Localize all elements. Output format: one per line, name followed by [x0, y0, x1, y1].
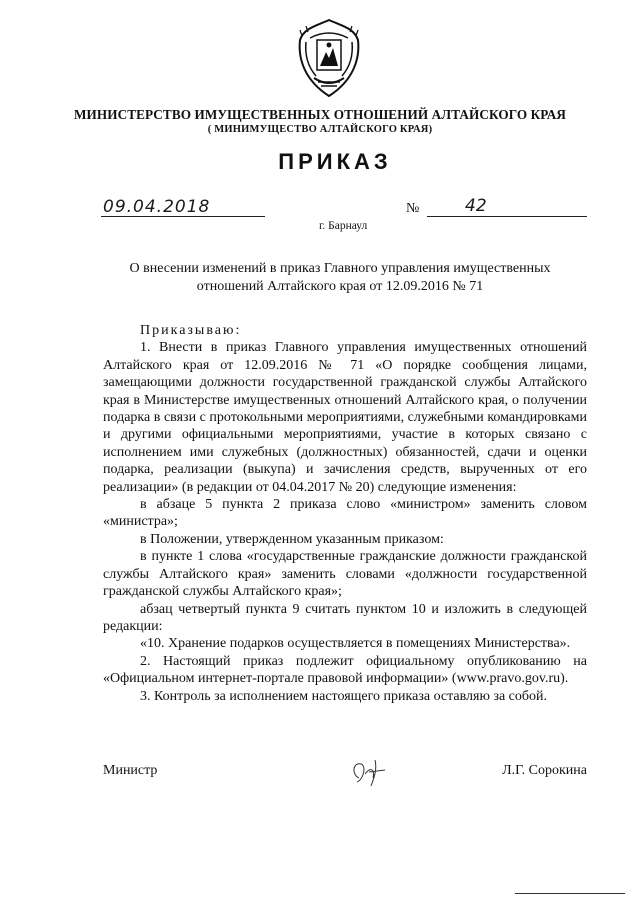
city: г. Барнаул	[319, 220, 368, 232]
document-body	[103, 322, 587, 705]
number-sign: №	[406, 201, 420, 216]
order-word: Приказываю:	[140, 323, 242, 338]
paragraph: в абзаце 5 пункта 2 приказа слово «министром» заменить словом «министра»;	[103, 497, 587, 530]
paragraph: 3. Контроль за исполнением настоящего приказа оставляю за собой.	[140, 688, 548, 704]
paragraph: 2. Настоящий приказ подлежит официальному опубликованию на «Официальном интернет-портале правовой информации» (www.pravo.gov.ru).	[103, 653, 587, 687]
paragraph: 1. Внести в приказ Главного управления имущественных отношений Алтайского края от 12.09.2016 № 71 «О порядке сообщения лицами, замещающими должности государственной гражданской службы Алтайского края в Министерстве имущественных отношений Алтайского края, о получении подарка в связи с протокольными мероприятиями, служебными командировками и другими официальными мероприятиями, участие в которых связано с исполнением ими служебных (должностных) обязанностей, сдачи и оценки подарка, реализации (выкупа) и зачисления средств, вырученных от его реализации» (в редакции от 04.04.2017 № 20) следующие изменения:	[103, 340, 587, 495]
document-subject	[90, 260, 590, 296]
ministry-short-name: ( МИНИМУЩЕСТВО АЛТАЙСКОГО КРАЯ)	[207, 124, 433, 135]
document-type-title: ПРИКАЗ	[278, 149, 392, 174]
coat-of-arms-emblem	[296, 18, 362, 98]
signer-position: Министр	[103, 763, 158, 778]
footer-rule	[515, 893, 625, 894]
date-underline	[101, 216, 265, 217]
document-number: 42	[465, 196, 487, 216]
paragraph: в пункте 1 слова «государственные гражданские должности гражданской службы Алтайского края» заменить словами «должности государственной гражданской службы Алтайского края»;	[103, 549, 587, 600]
ministry-name: МИНИСТЕРСТВО ИМУЩЕСТВЕННЫХ ОТНОШЕНИЙ АЛТАЙСКОГО КРАЯ	[73, 107, 567, 122]
handwritten-signature	[345, 752, 393, 792]
document-date: 09.04.2018	[103, 197, 211, 217]
subject-line-1: О внесении изменений в приказ Главного управления имущественных	[129, 261, 551, 276]
subject-line-2: отношений Алтайского края от 12.09.2016 № 71	[196, 279, 484, 294]
paragraph: абзац четвертый пункта 9 считать пунктом 10 и изложить в следующей редакции:	[103, 601, 587, 634]
number-underline	[427, 216, 587, 217]
paragraph: в Положении, утвержденном указанным приказом:	[140, 531, 444, 547]
paragraph: «10. Хранение подарков осуществляется в помещениях Министерства».	[140, 636, 571, 652]
signer-name: Л.Г. Сорокина	[502, 763, 587, 778]
